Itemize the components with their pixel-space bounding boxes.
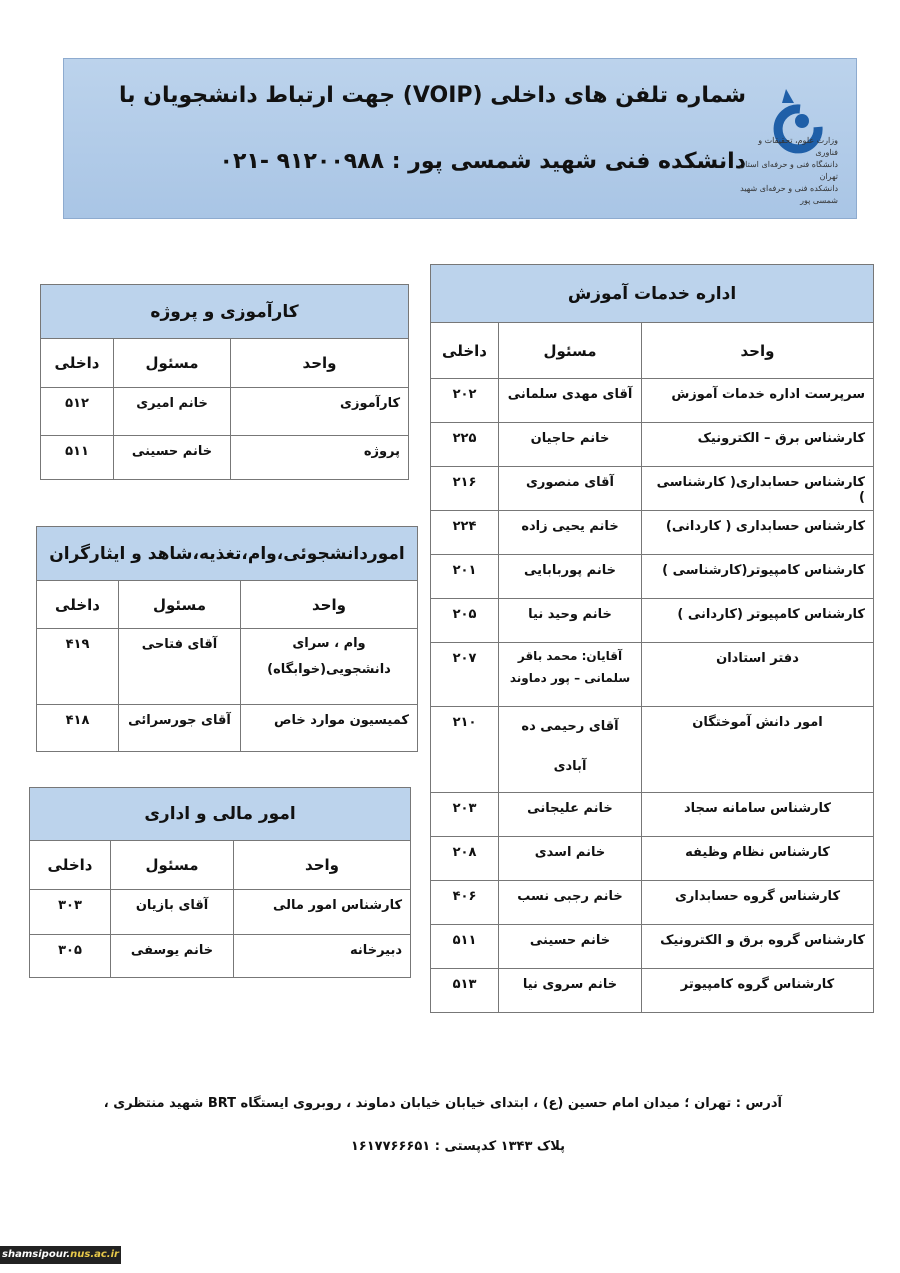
col-ext-header: داخلی [41,339,114,388]
table-row: کارشناس برق – الکترونیک خانم حاجیان ۲۲۵ [431,423,874,467]
table-row: دفتر استادان آقایان: محمد باقر سلمانی – پور دماوند ۲۰۷ [431,643,874,707]
table-row: کارشناس سامانه سجاد خانم علیجانی ۲۰۳ [431,793,874,837]
table-row: کارآموزی خانم امیری ۵۱۲ [41,388,409,436]
col-unit-header: واحد [231,339,409,388]
col-person-header: مسئول [119,581,241,629]
internship-table-title: کارآموزی و پروژه [41,285,409,339]
col-unit-header: واحد [642,323,874,379]
col-person-header: مسئول [114,339,231,388]
table-row: کارشناس گروه برق و الکترونیک خانم حسینی ۵۱۱ [431,925,874,969]
col-unit-header: واحد [234,841,411,890]
education-table-title: اداره خدمات آموزش [431,265,874,323]
table-row: کارشناس کامپیوتر(کارشناسی ) خانم پوربابایی ۲۰۱ [431,555,874,599]
address-line2: پلاک ۱۳۴۳ کدپستی : ۱۶۱۷۷۶۶۶۵۱ [350,1139,565,1154]
student-table-title: اموردانشجوئی،وام،تغذیه،شاهد و ایثارگران [37,527,418,581]
col-person-header: مسئول [499,323,642,379]
table-row: سرپرست اداره خدمات آموزش آقای مهدی سلمانی ۲۰۲ [431,379,874,423]
header-banner [63,58,857,219]
site-watermark: shamsipour.nus.ac.ir [0,1246,121,1264]
table-row: کارشناس حسابداری( کارشناسی ) آقای منصوری ۲۱۶ [431,467,874,511]
col-ext-header: داخلی [30,841,111,890]
table-row: پروژه خانم حسینی ۵۱۱ [41,436,409,480]
finance-table-title: امور مالی و اداری [30,788,411,841]
col-person-header: مسئول [111,841,234,890]
finance-admin-table [29,787,411,978]
col-ext-header: داخلی [37,581,119,629]
col-unit-header: واحد [241,581,418,629]
table-row: کارشناس کامپیوتر (کاردانی ) خانم وحید نیا ۲۰۵ [431,599,874,643]
table-row: کارشناس امور مالی آقای بازیان ۳۰۳ [30,890,411,935]
table-row: وام ، سرای دانشجویی(خوابگاه) آقای فتاحی ۴۱۹ [37,629,418,705]
table-row: کمیسیون موارد خاص آقای جورسرائی ۴۱۸ [37,705,418,752]
table-row: کارشناس نظام وظیفه خانم اسدی ۲۰۸ [431,837,874,881]
address-line1: آدرس : تهران ؛ میدان امام حسین (ع) ، ابتدای خیابان خیابان دماوند ، روبروی ایستگاه BRT شهید منتظری ، [103,1096,782,1111]
student-affairs-table [36,526,418,752]
header-title-line2: دانشکده فنی شهید شمسی پور : ۹۱۲۰۰۹۸۸ -۰۲۱ [219,149,746,174]
header-title-line1: شماره تلفن های داخلی (VOIP) جهت ارتباط دانشجویان با [119,83,746,108]
table-row: دبیرخانه خانم یوسفی ۳۰۵ [30,935,411,978]
internship-project-table [40,284,409,480]
table-row: امور دانش آموختگان آقای رحیمی ده آبادی ۲۱۰ [431,707,874,793]
education-services-table [430,264,874,1013]
table-row: کارشناس گروه حسابداری خانم رجبی نسب ۴۰۶ [431,881,874,925]
table-row: کارشناس حسابداری ( کاردانی) خانم یحیی زاده ۲۲۴ [431,511,874,555]
col-ext-header: داخلی [431,323,499,379]
logo-caption: وزارت علوم، تحقیقات و فناوری دانشگاه فنی و حرفه‌ای استان تهران دانشکده فنی و حرفه‌ای شهید شمسی پور [739,136,838,205]
table-row: کارشناس گروه کامپیوتر خانم سروی نیا ۵۱۳ [431,969,874,1013]
